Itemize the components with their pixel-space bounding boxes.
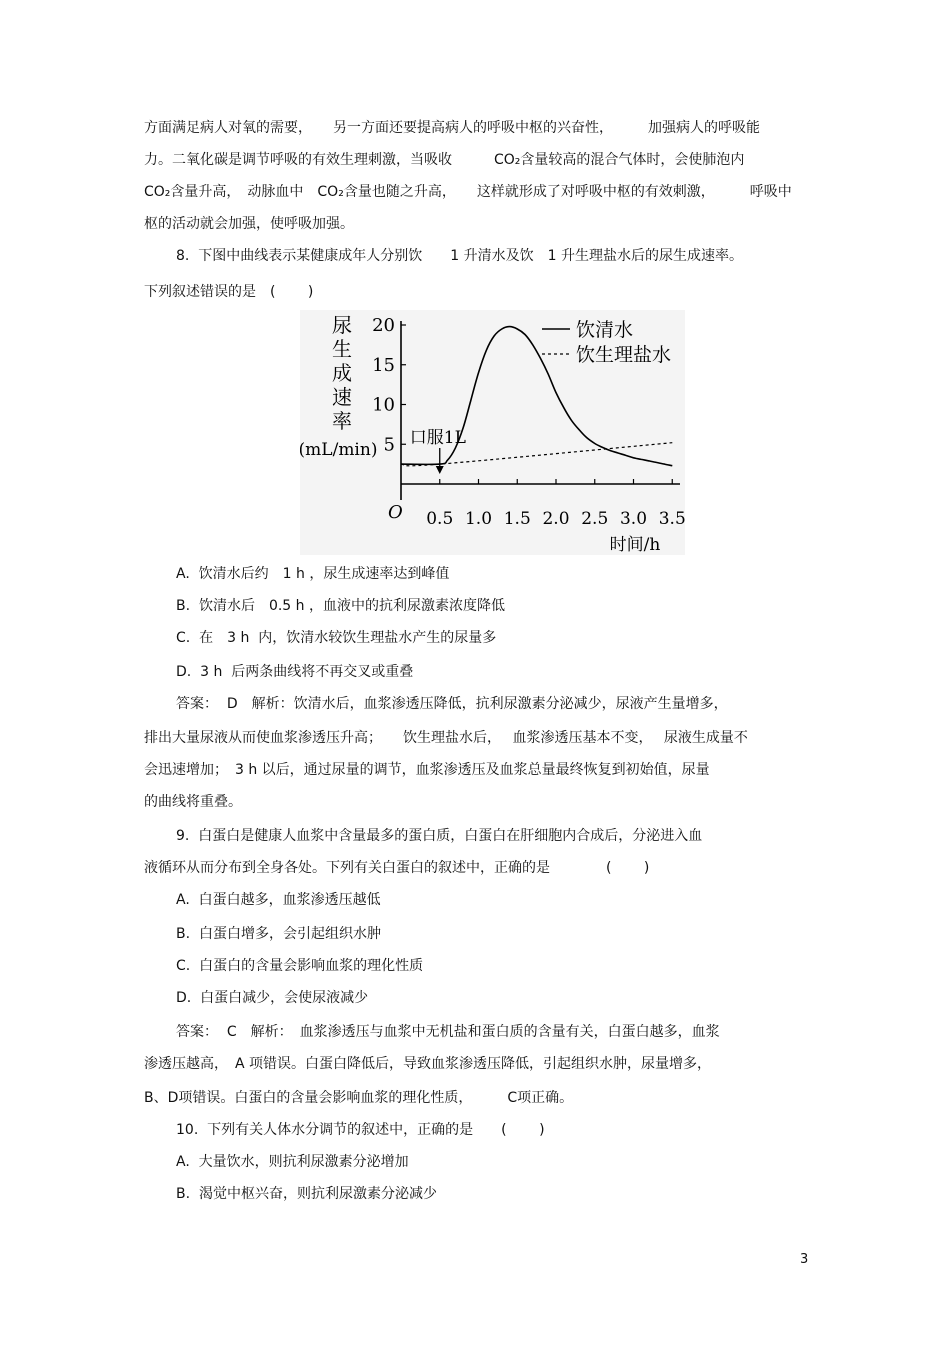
y-axis-unit: (mL/min) bbox=[300, 440, 378, 460]
paragraph-line: CO₂含量升高， 动脉血中 CO₂含量也随之升高， 这样就形成了对呼吸中枢的有效刺激， 呼吸中 bbox=[144, 184, 792, 200]
question-8-option: C. 在 3 h 内，饮清水较饮生理盐水产生的尿量多 bbox=[176, 630, 497, 646]
y-tick-label: 5 bbox=[383, 434, 395, 456]
x-tick-label: 1.0 bbox=[464, 509, 493, 529]
question-8-option: B. 饮清水后 0.5 h ，血液中的抗利尿激素浓度降低 bbox=[176, 598, 505, 614]
question-9-option: C. 白蛋白的含量会影响血浆的理化性质 bbox=[176, 958, 424, 974]
question-9-option: A. 白蛋白越多，血浆渗透压越低 bbox=[176, 892, 381, 908]
y-tick-label: 20 bbox=[372, 315, 395, 336]
chart-svg bbox=[300, 310, 685, 555]
annotation-label: 口服1L bbox=[409, 428, 466, 448]
x-axis-label: 时间/h bbox=[609, 535, 661, 555]
y-tick-label: 10 bbox=[372, 394, 395, 416]
x-tick-label: 1.5 bbox=[503, 509, 531, 529]
origin-label: O bbox=[388, 502, 403, 523]
legend-label-saline: 饮生理盐水 bbox=[576, 344, 672, 366]
question-9-stem: 液循环从而分布到全身各处。下列有关白蛋白的叙述中，正确的是 ( ) bbox=[144, 860, 650, 876]
paragraph-line: 方面满足病人对氧的需要， 另一方面还要提高病人的呼吸中枢的兴奋性， 加强病人的呼吸能 bbox=[144, 120, 760, 136]
question-8-option: A. 饮清水后约 1 h ，尿生成速率达到峰值 bbox=[176, 566, 450, 582]
y-axis-label-char: 速 bbox=[332, 385, 352, 409]
question-10-option: B. 渴觉中枢兴奋，则抗利尿激素分泌减少 bbox=[176, 1186, 437, 1202]
question-9-answer: B、D项错误。白蛋白的含量会影响血浆的理化性质， C项正确。 bbox=[144, 1090, 574, 1106]
question-8-stem: 下列叙述错误的是 ( ) bbox=[144, 284, 314, 300]
urine-rate-chart bbox=[300, 310, 685, 555]
y-axis-label-char: 率 bbox=[332, 409, 352, 433]
paragraph-line: 枢的活动就会加强，使呼吸加强。 bbox=[144, 216, 354, 232]
y-tick-label: 15 bbox=[372, 354, 395, 376]
x-tick-label: 3.5 bbox=[658, 509, 685, 529]
y-axis-label-char: 成 bbox=[332, 361, 352, 385]
question-9-answer: 渗透压越高， A 项错误。白蛋白降低后，导致血浆渗透压降低，引起组织水肿，尿量增多， bbox=[144, 1056, 712, 1072]
x-tick-label: 2.0 bbox=[542, 509, 570, 529]
question-8-answer: 答案： D 解析：饮清水后，血浆渗透压降低，抗利尿激素分泌减少，尿液产生量增多， bbox=[176, 696, 728, 712]
question-9-stem: 9. 白蛋白是健康人血浆中含量最多的蛋白质，白蛋白在肝细胞内合成后，分泌进入血 bbox=[176, 828, 703, 844]
x-tick-label: 0.5 bbox=[426, 509, 454, 529]
question-10-stem: 10. 下列有关人体水分调节的叙述中，正确的是 ( ) bbox=[176, 1122, 545, 1138]
question-9-option: D. 白蛋白减少，会使尿液减少 bbox=[176, 990, 369, 1006]
paragraph-line: 力。二氧化碳是调节呼吸的有效生理刺激，当吸收 CO₂含量较高的混合气体时，会使肺泡内 bbox=[144, 152, 745, 168]
x-tick-label: 3.0 bbox=[619, 509, 648, 529]
question-8-answer: 的曲线将重叠。 bbox=[144, 794, 242, 810]
question-8-answer: 会迅速增加； 3 h 以后，通过尿量的调节，血浆渗透压及血浆总量最终恢复到初始值，尿量 bbox=[144, 762, 710, 778]
question-8-option: D. 3 h 后两条曲线将不再交叉或重叠 bbox=[176, 664, 414, 680]
question-8-stem: 8. 下图中曲线表示某健康成年人分别饮 1 升清水及饮 1 升生理盐水后的尿生成速率。 bbox=[176, 248, 743, 264]
legend-label-water: 饮清水 bbox=[576, 319, 634, 341]
y-axis-label bbox=[332, 313, 352, 433]
page-number: 3 bbox=[800, 1252, 809, 1267]
question-9-option: B. 白蛋白增多，会引起组织水肿 bbox=[176, 926, 381, 942]
question-10-option: A. 大量饮水，则抗利尿激素分泌增加 bbox=[176, 1154, 409, 1170]
x-tick-label: 2.5 bbox=[581, 509, 609, 529]
question-9-answer: 答案： C 解析： 血浆渗透压与血浆中无机盐和蛋白质的含量有关，白蛋白越多，血浆 bbox=[176, 1024, 720, 1040]
y-axis-label-char: 尿 bbox=[332, 313, 352, 337]
question-8-answer: 排出大量尿液从而使血浆渗透压升高； 饮生理盐水后， 血浆渗透压基本不变， 尿液生成量不 bbox=[144, 730, 748, 746]
y-axis-label-char: 生 bbox=[332, 337, 352, 361]
